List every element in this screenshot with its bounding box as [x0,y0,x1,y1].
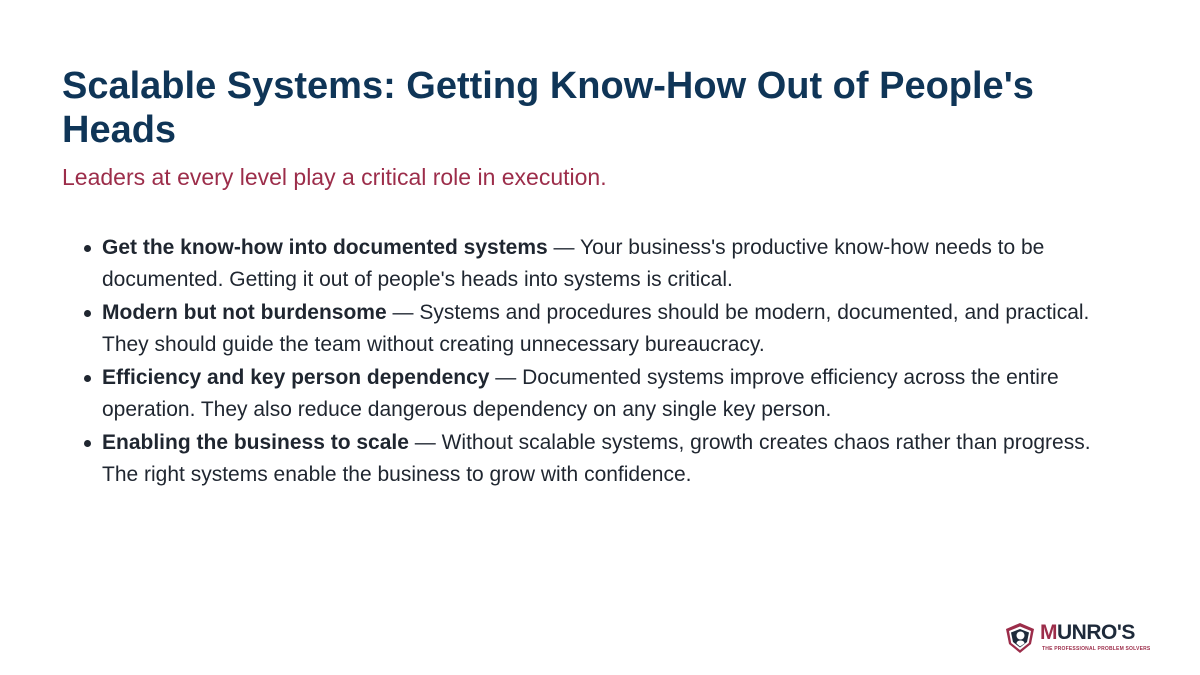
logo-initial: M [1040,621,1057,644]
bullet-body: Systems and procedures should be modern, documented, and practical. They should guide the team without creating unnecessary bureaucracy. [102,301,1090,356]
bullet-item [80,427,1120,491]
bullet-item [80,232,1120,296]
bullet-body: Without scalable systems, growth creates chaos rather than progress. The right systems enable the business to grow with confidence. [102,431,1091,486]
munros-logo [1004,621,1151,655]
bullet-list [80,232,1120,492]
bullet-separator: — [386,301,420,324]
bullet-body: Your business's productive know-how needs to be documented. Getting it out of people's heads into systems is critical. [102,236,1045,291]
logo-tagline: THE PROFESSIONAL PROBLEM SOLVERS [1042,646,1151,652]
slide-title: Scalable Systems: Getting Know-How Out of People's Heads [62,65,1034,151]
bullet-separator: — [489,366,523,389]
bullet-separator: — [547,236,581,259]
bullet-title: Get the know-how into documented systems [102,236,548,259]
bullet-title: Enabling the business to scale [102,431,409,454]
slide-subtitle: Leaders at every level play a critical role in execution. [62,164,607,190]
logo-name-rest: UNRO'S [1057,621,1135,644]
bullet-title: Modern but not burdensome [102,301,387,324]
logo-wordmark [1040,621,1135,645]
bullet-title: Efficiency and key person dependency [102,366,490,389]
bullet-item [80,297,1120,361]
bullet-body: Documented systems improve efficiency across the entire operation. They also reduce dangerous dependency on any single key person. [102,366,1059,421]
shield-head-icon [1004,622,1036,654]
bullet-separator: — [408,431,442,454]
bullet-item [80,362,1120,426]
